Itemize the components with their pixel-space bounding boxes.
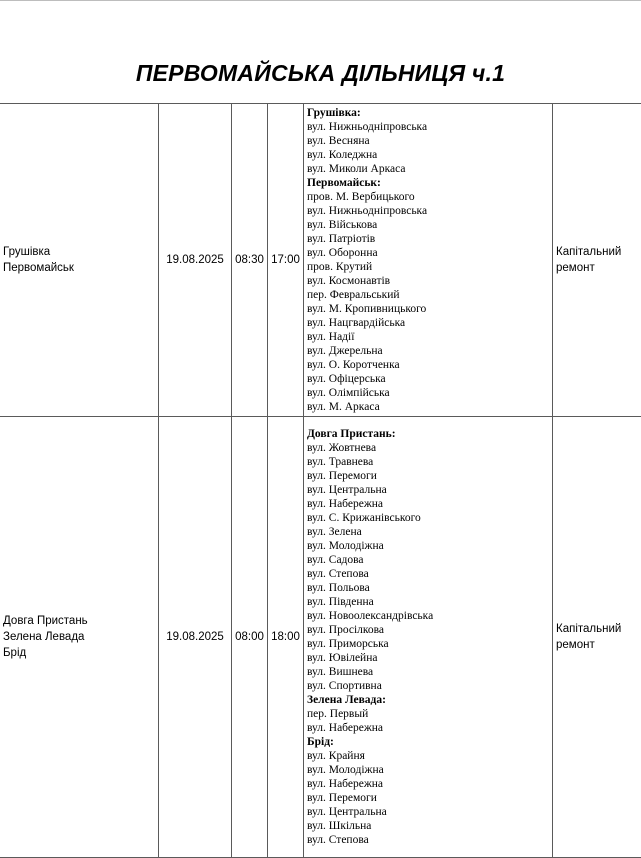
- street-item: вул. Степова: [307, 567, 549, 581]
- street-item: вул. Набережна: [307, 497, 549, 511]
- street-item: вул. Просілкова: [307, 623, 549, 637]
- street-item: вул. Молодіжна: [307, 539, 549, 553]
- street-item: вул. Олімпійська: [307, 386, 549, 400]
- street-item: вул. Миколи Аркаса: [307, 162, 549, 176]
- street-item: пер. Февральський: [307, 288, 549, 302]
- street-item: вул. Шкільна: [307, 819, 549, 833]
- streets-cell: [304, 417, 553, 858]
- settlement-group-heading: Грушівка:: [307, 106, 549, 120]
- streets-cell: [304, 104, 553, 417]
- street-item: вул. Джерельна: [307, 344, 549, 358]
- settlement-group-heading: Первомайськ:: [307, 176, 549, 190]
- street-item: вул. Оборонна: [307, 246, 549, 260]
- page-title: ПЕРВОМАЙСЬКА ДІЛЬНИЦЯ ч.1: [0, 60, 641, 87]
- street-item: вул. Весняна: [307, 134, 549, 148]
- street-item: вул. О. Коротченка: [307, 358, 549, 372]
- work-type-cell: Капітальний ремонт: [553, 104, 641, 417]
- street-item: вул. Нижньодніпровська: [307, 120, 549, 134]
- street-item: вул. Патріотів: [307, 232, 549, 246]
- street-item: вул. Молодіжна: [307, 763, 549, 777]
- street-item: вул. Степова: [307, 833, 549, 847]
- street-item: вул. Коледжна: [307, 148, 549, 162]
- street-item: вул. Жовтнева: [307, 441, 549, 455]
- street-item: вул. Садова: [307, 553, 549, 567]
- street-item: вул. Офіцерська: [307, 372, 549, 386]
- top-border-line: [0, 0, 641, 1]
- settlement-group-heading: Довга Пристань:: [307, 427, 549, 441]
- street-item: вул. Травнева: [307, 455, 549, 469]
- table-row: [0, 417, 641, 858]
- settlement-group-heading: Брід:: [307, 735, 549, 749]
- street-item: вул. Новоолександрівська: [307, 609, 549, 623]
- street-item: вул. Зелена: [307, 525, 549, 539]
- table-row: [0, 104, 641, 417]
- street-item: вул. Вишнева: [307, 665, 549, 679]
- date-cell: 19.08.2025: [159, 417, 232, 858]
- settlements-cell: Грушівка Первомайськ: [0, 104, 159, 417]
- street-item: вул. Південна: [307, 595, 549, 609]
- street-item: вул. Нижньодніпровська: [307, 204, 549, 218]
- street-item: пер. Первый: [307, 707, 549, 721]
- street-item: вул. М. Аркаса: [307, 400, 549, 414]
- work-type-cell: Капітальний ремонт: [553, 417, 641, 858]
- street-item: вул. Військова: [307, 218, 549, 232]
- time-start-cell: 08:30: [232, 104, 268, 417]
- street-item: вул. Спортивна: [307, 679, 549, 693]
- street-item: вул. Центральна: [307, 483, 549, 497]
- street-item: вул. Нацгвардійська: [307, 316, 549, 330]
- street-item: вул. Космонавтів: [307, 274, 549, 288]
- street-item: пров. Крутий: [307, 260, 549, 274]
- outage-schedule-table: [0, 103, 641, 858]
- settlements-cell: Довга Пристань Зелена Левада Брід: [0, 417, 159, 858]
- street-item: вул. Ювілейна: [307, 651, 549, 665]
- street-item: пров. М. Вербицького: [307, 190, 549, 204]
- settlement-group-heading: Зелена Левада:: [307, 693, 549, 707]
- street-item: вул. Перемоги: [307, 791, 549, 805]
- street-item: вул. Польова: [307, 581, 549, 595]
- street-item: вул. Перемоги: [307, 469, 549, 483]
- street-item: вул. С. Крижанівського: [307, 511, 549, 525]
- time-start-cell: 08:00: [232, 417, 268, 858]
- street-item: вул. Набережна: [307, 721, 549, 735]
- time-end-cell: 17:00: [268, 104, 304, 417]
- street-item: вул. Набережна: [307, 777, 549, 791]
- time-end-cell: 18:00: [268, 417, 304, 858]
- street-item: вул. Крайня: [307, 749, 549, 763]
- street-item: вул. Надії: [307, 330, 549, 344]
- street-item: вул. М. Кропивницького: [307, 302, 549, 316]
- street-item: вул. Центральна: [307, 805, 549, 819]
- street-item: вул. Приморська: [307, 637, 549, 651]
- date-cell: 19.08.2025: [159, 104, 232, 417]
